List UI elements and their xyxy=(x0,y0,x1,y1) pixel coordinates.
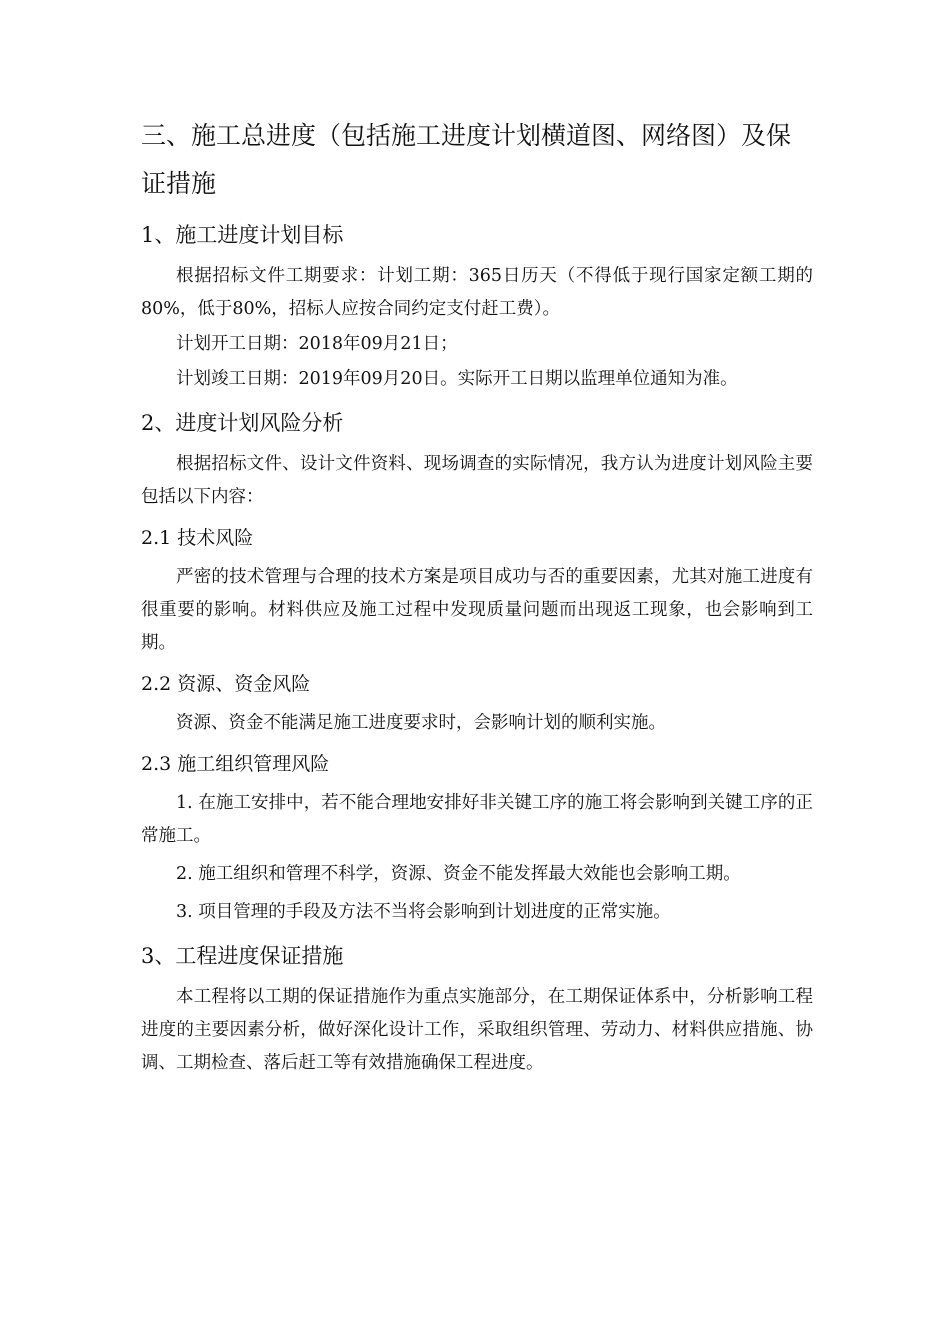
main-title-line-2: 证措施 xyxy=(141,169,217,198)
main-title-line-1: 三、施工总进度（包括施工进度计划横道图、网络图）及保 xyxy=(141,121,792,150)
section-1-paragraph-3: 计划竣工日期：2019年09月20日。实际开工日期以监理单位通知为准。 xyxy=(176,369,738,389)
section-1-heading: 1、施工进度计划目标 xyxy=(141,223,344,247)
section-2-heading: 2、进度计划风险分析 xyxy=(141,411,344,435)
section-2-3-item-3: 3. 项目管理的手段及方法不当将会影响到计划进度的正常实施。 xyxy=(176,902,671,922)
section-2-2-heading: 2.2 资源、资金风险 xyxy=(141,673,311,695)
section-2-paragraph-1: 根据招标文件、设计文件资料、现场调查的实际情况，我方认为进度计划风险主要包括以下内容： xyxy=(141,454,813,507)
section-2-1-heading: 2.1 技术风险 xyxy=(141,527,254,549)
section-3-heading: 3、工程进度保证措施 xyxy=(141,944,344,968)
section-2-3-heading: 2.3 施工组织管理风险 xyxy=(141,753,330,775)
section-3-paragraph: 本工程将以工期的保证措施作为重点实施部分，在工期保证体系中，分析影响工程进度的主要因素分析，做好深化设计工作，采取组织管理、劳动力、材料供应措施、协调、工期检查、落后赶工等有效措施确保工程进度。 xyxy=(141,987,813,1073)
section-2-1-paragraph: 严密的技术管理与合理的技术方案是项目成功与否的重要因素，尤其对施工进度有很重要的影响。材料供应及施工过程中发现质量问题而出现返工现象，也会影响到工期。 xyxy=(141,567,813,653)
section-2-2-paragraph: 资源、资金不能满足施工进度要求时，会影响计划的顺利实施。 xyxy=(176,713,666,733)
document-body xyxy=(141,112,813,1080)
section-2-3-item-2: 2. 施工组织和管理不科学，资源、资金不能发挥最大效能也会影响工期。 xyxy=(176,864,741,884)
section-2-3-item-1: 1. 在施工安排中，若不能合理地安排好非关键工序的施工将会影响到关键工序的正常施工。 xyxy=(141,793,813,846)
section-1-paragraph-1: 根据招标文件工期要求：计划工期：365日历天（不得低于现行国家定额工期的80%，低于80%，招标人应按合同约定支付赶工费）。 xyxy=(141,266,813,319)
section-1-paragraph-2: 计划开工日期：2018年09月21日； xyxy=(176,334,458,354)
